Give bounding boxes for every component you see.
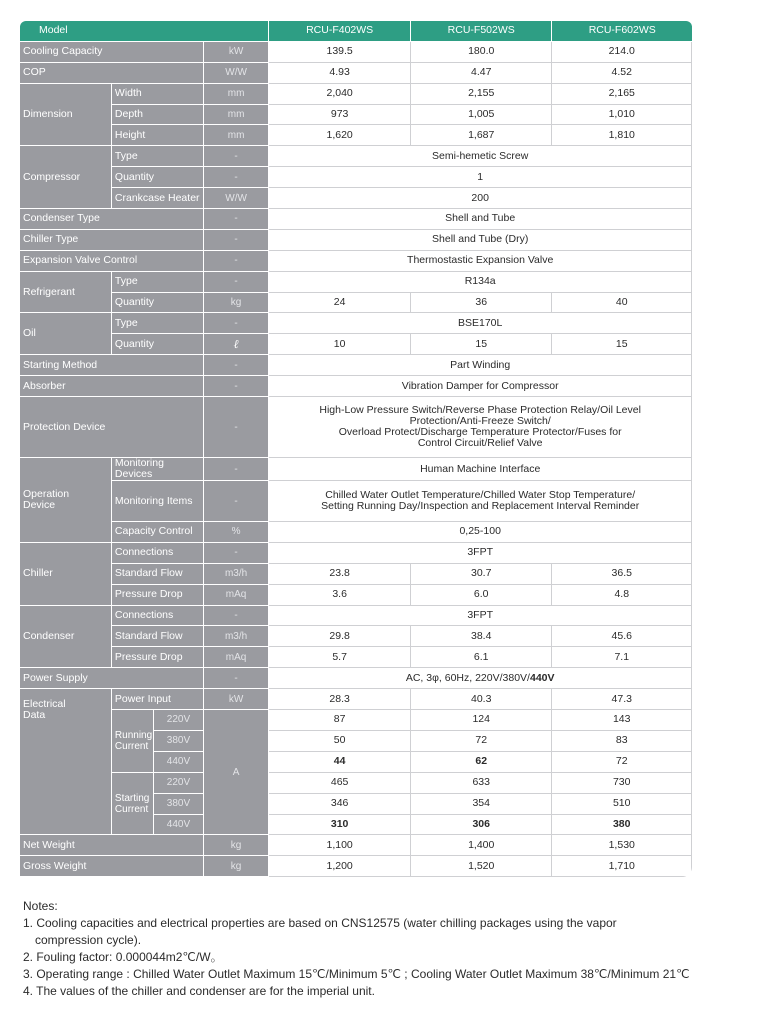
unit-cell: mAq xyxy=(204,585,270,606)
value-cell: 7.1 xyxy=(552,647,692,668)
table-row xyxy=(20,293,692,314)
value-cell: 36.5 xyxy=(552,564,692,585)
value-cell: 40 xyxy=(552,293,692,314)
note-line: compression cycle). xyxy=(35,933,142,947)
group-label-line: Electrical xyxy=(23,698,66,711)
unit-cell: - xyxy=(204,355,270,376)
table-row xyxy=(20,105,692,126)
value-cell: 973 xyxy=(269,105,411,126)
group-label-line: Data xyxy=(23,709,46,722)
value-cell: 310 xyxy=(269,815,411,836)
unit-cell: - xyxy=(204,251,270,272)
table-row xyxy=(20,626,692,647)
row-label: Expansion Valve Control xyxy=(20,251,204,272)
power-supply-text: AC, 3φ, 60Hz, 220V/380V/ xyxy=(405,671,530,684)
sub-label: Quantity xyxy=(112,167,204,188)
row-label: Absorber xyxy=(20,376,204,397)
sub-label: Width xyxy=(112,84,204,105)
row-label: COP xyxy=(20,63,204,84)
row-label: Gross Weight xyxy=(20,856,204,877)
power-supply-value xyxy=(269,668,692,689)
sub-label: Monitoring Items xyxy=(112,481,204,522)
value-cell: 1,010 xyxy=(552,105,692,126)
value-cell: 4.52 xyxy=(552,63,692,84)
voltage-label: 220V xyxy=(154,710,204,731)
table-row xyxy=(20,146,692,167)
unit-cell: kg xyxy=(204,856,270,877)
model-1-header: RCU-F402WS xyxy=(269,21,411,42)
voltage-label: 440V xyxy=(154,752,204,773)
row-label: Chiller Type xyxy=(20,230,204,251)
unit-cell: - xyxy=(204,458,270,481)
value-cell: 180.0 xyxy=(411,42,553,63)
value-cell: Shell and Tube xyxy=(269,209,692,230)
value-cell: 72 xyxy=(552,752,692,773)
unit-cell: - xyxy=(204,543,270,564)
sub-label xyxy=(112,710,154,773)
value-cell: 1,687 xyxy=(411,125,553,146)
value-cell: 465 xyxy=(269,773,411,794)
value-cell: 1,810 xyxy=(552,125,692,146)
sub-label: Height xyxy=(112,125,204,146)
table-row xyxy=(20,856,692,877)
unit-cell: - xyxy=(204,397,270,458)
group-label xyxy=(20,458,112,543)
sub-label: Type xyxy=(112,313,204,334)
sub-label: Pressure Drop xyxy=(112,647,204,668)
value-cell: 1,100 xyxy=(269,835,411,856)
value-cell: Part Winding xyxy=(269,355,692,376)
unit-cell: - xyxy=(204,167,270,188)
value-cell: 29.8 xyxy=(269,626,411,647)
value-cell: 44 xyxy=(269,752,411,773)
note-line: 3. Operating range : Chilled Water Outlet Maximum 15℃/Minimum 5℃ ; Cooling Water Outlet Maximum 38℃/Minimum 21℃ xyxy=(23,967,690,981)
value-cell: 47.3 xyxy=(552,689,692,710)
voltage-label: 380V xyxy=(154,731,204,752)
value-cell: 28.3 xyxy=(269,689,411,710)
value-cell: 83 xyxy=(552,731,692,752)
header-row xyxy=(20,21,692,42)
value-cell: 0,25-100 xyxy=(269,522,692,543)
unit-cell: kg xyxy=(204,293,270,314)
note-line: 4. The values of the chiller and condenser are for the imperial unit. xyxy=(23,984,375,998)
unit-cell: kg xyxy=(204,835,270,856)
value-cell: 72 xyxy=(411,731,553,752)
protection-value-cell xyxy=(269,397,692,458)
value-cell: Thermostastic Expansion Valve xyxy=(269,251,692,272)
value-cell: 200 xyxy=(269,188,692,209)
sub-label: Standard Flow xyxy=(112,564,204,585)
value-cell: 1,710 xyxy=(552,856,692,877)
table-row xyxy=(20,272,692,293)
table-row xyxy=(20,458,692,481)
table-row xyxy=(20,376,692,397)
note-line: 1. Cooling capacities and electrical properties are based on CNS12575 (water chilling packages using the vapor xyxy=(23,916,617,930)
group-label: Refrigerant xyxy=(20,272,112,314)
unit-cell: - xyxy=(204,668,270,689)
value-cell: 2,040 xyxy=(269,84,411,105)
sub-label: Quantity xyxy=(112,293,204,314)
row-label: Net Weight xyxy=(20,835,204,856)
row-label: Starting Method xyxy=(20,355,204,376)
table-row xyxy=(20,251,692,272)
value-cell: 5.7 xyxy=(269,647,411,668)
text-line: Chilled Water Outlet Temperature/Chilled Water Stop Temperature/ xyxy=(325,489,636,502)
unit-cell: mm xyxy=(204,105,270,126)
sub-label: Type xyxy=(112,146,204,167)
value-cell: 346 xyxy=(269,794,411,815)
table-row xyxy=(20,773,692,794)
model-2-header: RCU-F502WS xyxy=(411,21,553,42)
unit-cell: - xyxy=(204,230,270,251)
unit-cell: - xyxy=(204,481,270,522)
monitoring-items-cell xyxy=(269,481,692,522)
sub-label: Standard Flow xyxy=(112,626,204,647)
value-cell: 45.6 xyxy=(552,626,692,647)
unit-cell: - xyxy=(204,272,270,293)
value-cell: 87 xyxy=(269,710,411,731)
row-label: Cooling Capacity xyxy=(20,42,204,63)
value-cell: 124 xyxy=(411,710,553,731)
group-label: Oil xyxy=(20,313,112,355)
table-row xyxy=(20,564,692,585)
unit-cell: W/W xyxy=(204,188,270,209)
note-line: 2. Fouling factor: 0.000044m2℃/W。 xyxy=(23,950,223,964)
unit-cell: A xyxy=(204,710,270,835)
value-cell: 1,520 xyxy=(411,856,553,877)
value-cell: Semi-hemetic Screw xyxy=(269,146,692,167)
unit-cell: ℓ xyxy=(204,334,270,355)
text-line: High-Low Pressure Switch/Reverse Phase Protection Relay/Oil Level xyxy=(319,404,641,417)
value-cell: 4.93 xyxy=(269,63,411,84)
value-cell: 6.0 xyxy=(411,585,553,606)
sub-label: Monitoring Devices xyxy=(112,458,204,481)
value-cell: 306 xyxy=(411,815,553,836)
unit-cell: W/W xyxy=(204,63,270,84)
value-cell: 143 xyxy=(552,710,692,731)
table-row xyxy=(20,710,692,731)
sub-label-line: Running xyxy=(114,729,153,741)
value-cell: 1,620 xyxy=(269,125,411,146)
value-cell: 40.3 xyxy=(411,689,553,710)
table-row xyxy=(20,167,692,188)
value-cell: 510 xyxy=(552,794,692,815)
group-label: Condenser xyxy=(20,606,112,669)
value-cell: 214.0 xyxy=(552,42,692,63)
text-line: Control Circuit/Relief Valve xyxy=(417,437,543,450)
table-row xyxy=(20,481,692,522)
value-cell: 36 xyxy=(411,293,553,314)
sub-label: Depth xyxy=(112,105,204,126)
sub-label: Connections xyxy=(112,606,204,627)
value-cell: 2,155 xyxy=(411,84,553,105)
value-cell: 139.5 xyxy=(269,42,411,63)
unit-cell: - xyxy=(204,313,270,334)
group-label: Chiller xyxy=(20,543,112,606)
unit-cell: kW xyxy=(204,42,270,63)
sub-label: Pressure Drop xyxy=(112,585,204,606)
group-label xyxy=(20,689,112,835)
value-cell: 6.1 xyxy=(411,647,553,668)
unit-cell: % xyxy=(204,522,270,543)
table-row xyxy=(20,63,692,84)
value-cell: 10 xyxy=(269,334,411,355)
sub-label: Capacity Control xyxy=(112,522,204,543)
table-row xyxy=(20,313,692,334)
value-cell: 4.8 xyxy=(552,585,692,606)
sub-label: Power Input xyxy=(112,689,204,710)
unit-cell: - xyxy=(204,376,270,397)
value-cell: 4.47 xyxy=(411,63,553,84)
row-label: Condenser Type xyxy=(20,209,204,230)
table-row xyxy=(20,334,692,355)
value-cell: 3FPT xyxy=(269,606,692,627)
sub-label-line: Current xyxy=(114,740,149,752)
table-row xyxy=(20,689,692,710)
sub-label: Connections xyxy=(112,543,204,564)
value-cell: 730 xyxy=(552,773,692,794)
group-label: Dimension xyxy=(20,84,112,147)
value-cell: 1,200 xyxy=(269,856,411,877)
text-line: Protection/Anti-Freeze Switch/ xyxy=(409,415,551,428)
model-3-header: RCU-F602WS xyxy=(552,21,692,42)
value-cell: Shell and Tube (Dry) xyxy=(269,230,692,251)
table-row xyxy=(20,230,692,251)
notes-section xyxy=(23,898,763,1000)
value-cell: 15 xyxy=(552,334,692,355)
value-cell: 3FPT xyxy=(269,543,692,564)
table-row xyxy=(20,647,692,668)
value-cell: 1,530 xyxy=(552,835,692,856)
value-cell: 23.8 xyxy=(269,564,411,585)
row-label: Power Supply xyxy=(20,668,204,689)
unit-cell: m3/h xyxy=(204,626,270,647)
unit-cell: - xyxy=(204,606,270,627)
value-cell: 2,165 xyxy=(552,84,692,105)
group-label-line: Operation xyxy=(23,487,70,500)
unit-cell: mm xyxy=(204,84,270,105)
unit-cell: m3/h xyxy=(204,564,270,585)
sub-label: Crankcase Heater xyxy=(112,188,204,209)
sub-label: Type xyxy=(112,272,204,293)
value-cell: Human Machine Interface xyxy=(269,458,692,481)
unit-cell: kW xyxy=(204,689,270,710)
value-cell: 24 xyxy=(269,293,411,314)
power-supply-bold-text: 440V xyxy=(529,671,555,684)
table-row xyxy=(20,585,692,606)
table-row xyxy=(20,522,692,543)
value-cell: 354 xyxy=(411,794,553,815)
value-cell: 3.6 xyxy=(269,585,411,606)
value-cell: 15 xyxy=(411,334,553,355)
table-row xyxy=(20,397,692,458)
voltage-label: 440V xyxy=(154,815,204,836)
table-row xyxy=(20,355,692,376)
notes-title: Notes: xyxy=(23,899,58,913)
value-cell: 1,400 xyxy=(411,835,553,856)
group-label-line: Device xyxy=(23,498,56,511)
table-row xyxy=(20,835,692,856)
unit-cell: mm xyxy=(204,125,270,146)
row-label: Protection Device xyxy=(20,397,204,458)
value-cell: R134a xyxy=(269,272,692,293)
sub-label-line: Starting xyxy=(114,792,150,804)
value-cell: 380 xyxy=(552,815,692,836)
text-line: Setting Running Day/Inspection and Replacement Interval Reminder xyxy=(321,500,640,513)
unit-cell: mAq xyxy=(204,647,270,668)
model-header: Model xyxy=(20,21,269,42)
voltage-label: 220V xyxy=(154,773,204,794)
unit-cell: - xyxy=(204,146,270,167)
table-row xyxy=(20,84,692,105)
value-cell: 62 xyxy=(411,752,553,773)
table-row xyxy=(20,209,692,230)
table-row xyxy=(20,668,692,689)
table-row xyxy=(20,42,692,63)
value-cell: 30.7 xyxy=(411,564,553,585)
value-cell: Vibration Damper for Compressor xyxy=(269,376,692,397)
value-cell: BSE170L xyxy=(269,313,692,334)
voltage-label: 380V xyxy=(154,794,204,815)
sub-label: Quantity xyxy=(112,334,204,355)
table-row xyxy=(20,543,692,564)
unit-cell: - xyxy=(204,209,270,230)
text-line: Overload Protect/Discharge Temperature Protector/Fuses for xyxy=(338,426,622,439)
group-label: Compressor xyxy=(20,146,112,209)
table-row xyxy=(20,606,692,627)
value-cell: 633 xyxy=(411,773,553,794)
table-row xyxy=(20,188,692,209)
sub-label xyxy=(112,773,154,836)
value-cell: 1 xyxy=(269,167,692,188)
sub-label-line: Current xyxy=(114,803,149,815)
value-cell: 38.4 xyxy=(411,626,553,647)
table-row xyxy=(20,125,692,146)
value-cell: 1,005 xyxy=(411,105,553,126)
value-cell: 50 xyxy=(269,731,411,752)
specification-table xyxy=(20,21,692,877)
